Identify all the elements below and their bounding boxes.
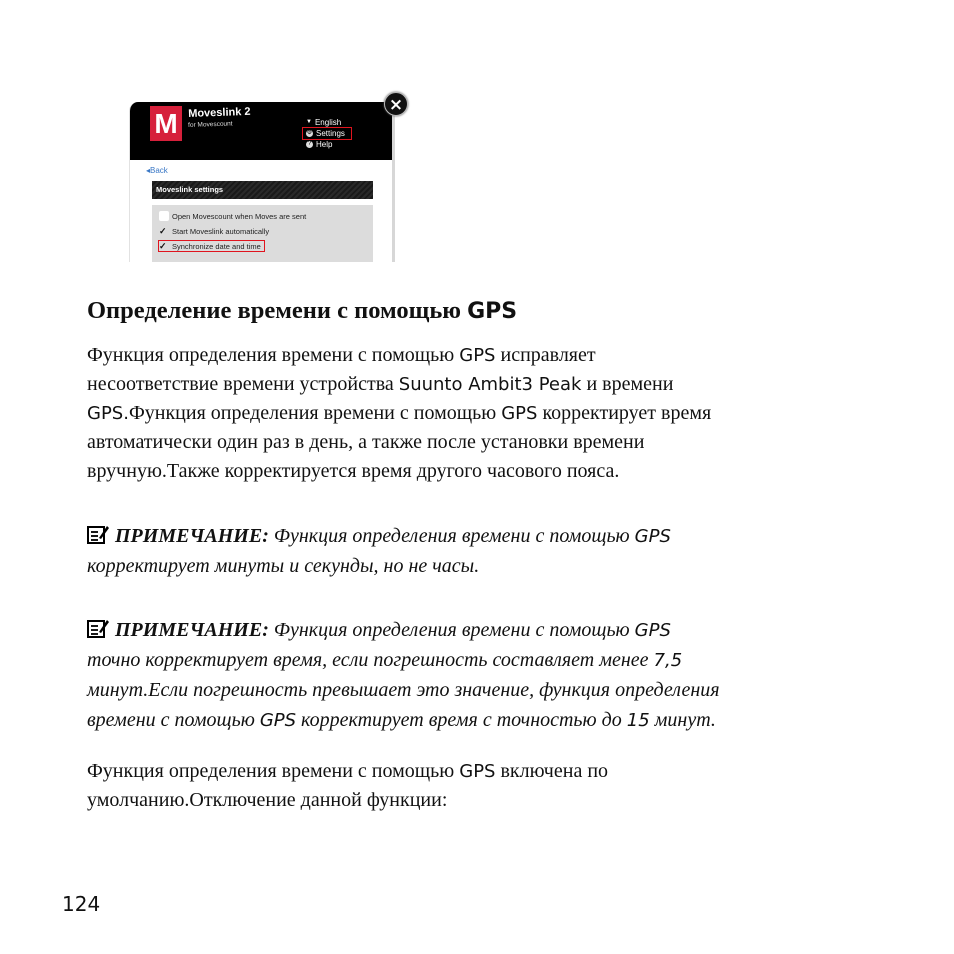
menu-item-label: Help bbox=[316, 140, 333, 149]
option-synchronize-date-time[interactable]: ✓ Synchronize date and time bbox=[159, 241, 264, 251]
menu-item-settings[interactable] bbox=[303, 128, 351, 139]
app-title: Moveslink 2 bbox=[188, 105, 251, 120]
checkbox-unchecked[interactable] bbox=[159, 211, 169, 221]
page-number: 124 bbox=[62, 892, 101, 916]
triangle-down-icon: ▼ bbox=[306, 119, 312, 125]
checkmark-icon[interactable]: ✓ bbox=[159, 241, 167, 251]
close-icon[interactable]: × bbox=[384, 92, 408, 116]
settings-panel bbox=[152, 205, 373, 262]
menu-item-label: English bbox=[314, 118, 342, 127]
menu-item-help[interactable] bbox=[306, 139, 351, 150]
checkmark-icon[interactable]: ✓ bbox=[159, 226, 167, 236]
app-header bbox=[130, 102, 392, 160]
paragraph-line: Функция определения времени с помощью GPS исправляет bbox=[87, 344, 596, 366]
menu-item-english[interactable] bbox=[306, 117, 351, 128]
paragraph-line: вручную.Также корректируется время другого часового пояса. bbox=[87, 460, 620, 482]
chevron-left-icon: ◂ bbox=[146, 166, 151, 175]
option-open-movescount[interactable]: Open Movescount when Moves are sent bbox=[159, 211, 306, 221]
section-heading: Определение времени с помощью GPS bbox=[87, 297, 518, 324]
note-icon bbox=[87, 618, 109, 638]
note-line: ПРИМЕЧАНИЕ: Функция определения времени с помощью GPS bbox=[87, 615, 671, 646]
note-line: минут.Если погрешность превышает это значение, функция определения bbox=[87, 679, 720, 701]
note-line: ПРИМЕЧАНИЕ: Функция определения времени с помощью GPS bbox=[87, 521, 671, 552]
note-icon bbox=[87, 524, 109, 544]
help-icon: ? bbox=[307, 141, 312, 147]
back-link[interactable]: ◂Back bbox=[146, 166, 168, 175]
paragraph-line: автоматически один раз в день, а также после установки времени bbox=[87, 431, 645, 453]
paragraph-line: умолчанию.Отключение данной функции: bbox=[87, 789, 448, 811]
moveslink-screenshot bbox=[129, 102, 395, 262]
note-line: корректирует минуты и секунды, но не часы. bbox=[87, 555, 480, 577]
section-title: Moveslink settings bbox=[152, 181, 373, 199]
note-label: ПРИМЕЧАНИЕ: bbox=[115, 525, 269, 547]
note-line: точно корректирует время, если погрешность составляет менее 7,5 bbox=[87, 649, 683, 671]
paragraph-line: Функция определения времени с помощью GPS включена по bbox=[87, 760, 609, 782]
paragraph-line: несоответствие времени устройства Suunto Ambit3 Peak и времени bbox=[87, 373, 674, 395]
note-line: времени с помощью GPS корректирует время с точностью до 15 минут. bbox=[87, 709, 716, 731]
moveslink-logo: M bbox=[150, 106, 182, 141]
option-start-automatically[interactable]: ✓ Start Moveslink automatically bbox=[159, 226, 270, 236]
gear-icon: ⚙ bbox=[306, 130, 313, 136]
menu-item-label: Settings bbox=[316, 129, 345, 138]
paragraph-line: GPS.Функция определения времени с помощью GPS корректирует время bbox=[87, 402, 712, 424]
note-label: ПРИМЕЧАНИЕ: bbox=[115, 619, 269, 641]
app-subtitle: for Movescount bbox=[188, 120, 233, 129]
header-menu bbox=[306, 117, 351, 150]
